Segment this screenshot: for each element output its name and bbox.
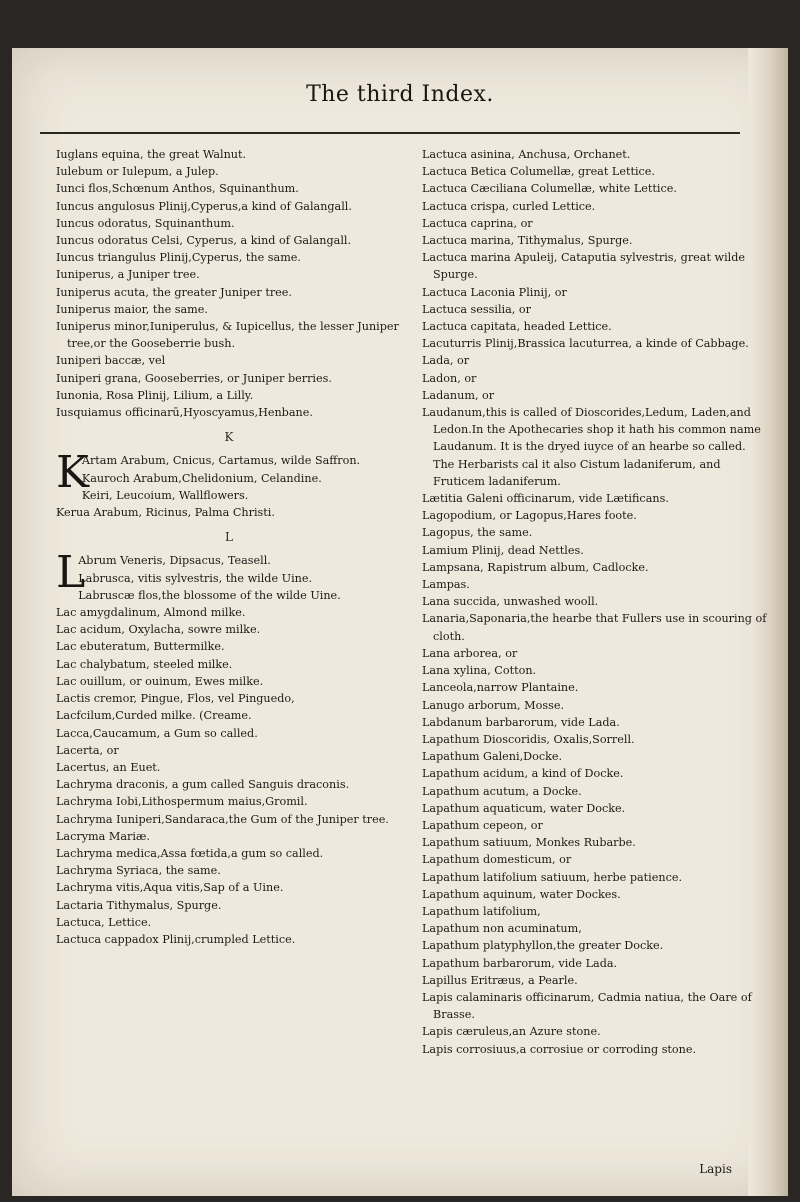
index-entry: Lagopodium, or Lagopus,Hares foote. (422, 509, 637, 523)
index-entry: Lac acidum, Oxylacha, sowre milke. (56, 623, 261, 637)
index-entry: Iuniperus minor,Iuniperulus, & Iupicellus, the lesser Juniper tree,or the Gooseberrie bush. (56, 320, 399, 351)
catchword: Lapis (699, 1162, 732, 1176)
index-entry: Lapis calaminaris officinarum, Cadmia natiua, the Oare of Brasse. (422, 990, 752, 1022)
index-entry: Iuncus odoratus, Squinanthum. (56, 216, 235, 230)
index-entry: Lactuca caprina, or (422, 216, 533, 230)
index-entry: Lapathum Dioscoridis, Oxalis,Sorrell. (422, 732, 635, 746)
left-column (56, 146, 402, 948)
section-k (56, 447, 402, 521)
index-entry: Lanaria,Saponaria,the hearbe that Fullers use in scouring of cloth. (422, 612, 767, 643)
index-entry: Lana arborea, or (422, 646, 518, 660)
section-letter-l: L (225, 530, 233, 545)
index-entry: Lapathum acidum, a kind of Docke. (422, 767, 624, 781)
section-letter-k: K (224, 430, 234, 445)
index-entry: Lapathum aquaticum, water Docke. (422, 801, 626, 815)
index-entry: Lampsana, Rapistrum album, Cadlocke. (422, 560, 649, 574)
index-entry: Lanceola,narrow Plantaine. (422, 681, 579, 695)
entries-l (56, 547, 402, 948)
index-entry: Labrusca, vitis sylvestris, the wilde Uine. (78, 571, 313, 585)
index-entry: Lactuca Laconia Plinij, or (422, 285, 567, 299)
index-entry: Lachryma vitis,Aqua vitis,Sap of a Uine. (56, 881, 284, 895)
index-entry: Lætitia Galeni officinarum, vide Lætificans. (422, 492, 669, 506)
page-title: The third Index. (306, 82, 494, 107)
index-entry: Iusquiamus officinarū,Hyoscyamus,Henbane. (56, 406, 313, 420)
dropcap-l: L (56, 547, 86, 599)
index-entry: Lac ouillum, or ouinum, Ewes milke. (56, 674, 264, 688)
index-entry: Lana xylina, Cotton. (422, 664, 537, 678)
index-entry: Iuniperi baccæ, vel (56, 354, 166, 368)
index-entry: Lanugo arborum, Mosse. (422, 698, 565, 712)
index-entry: Iuncus odoratus Celsi, Cyperus, a kind of Galangall. (56, 234, 352, 248)
index-entry: Lactuca crispa, curled Lettice. (422, 199, 596, 213)
index-entry: Lac chalybatum, steeled milke. (56, 657, 233, 671)
index-entry: Lactuca marina, Tithymalus, Spurge. (422, 234, 633, 248)
index-entry: Lactuca Betica Columellæ, great Lettice. (422, 165, 655, 179)
index-entry: Lachryma medica,Assa fœtida,a gum so called. (56, 846, 324, 860)
index-entry: Lactuca asinina, Anchusa, Orchanet. (422, 148, 631, 161)
index-entry: Lapathum platyphyllon,the greater Docke. (422, 939, 664, 953)
index-entry: Lachryma draconis, a gum called Sanguis draconis. (56, 778, 350, 792)
index-entry: Lactaria Tithymalus, Spurge. (56, 898, 222, 912)
index-entry: Lacerta, or (56, 743, 119, 757)
index-entry: Iunonia, Rosa Plinij, Lilium, a Lilly. (56, 388, 254, 402)
dropcap-k: K (56, 447, 89, 499)
index-entry: Iulebum or Iulepum, a Julep. (56, 165, 219, 179)
index-entry: Lacuturris Plinij,Brassica lacuturrea, a kinde of Cabbage. (422, 337, 749, 351)
entries-lactuca-lapis (422, 146, 768, 1058)
index-entry: Lachryma Iobi,Lithospermum maius,Gromil. (56, 795, 308, 809)
index-entry: Kauroch Arabum,Chelidonium, Celandine. (81, 471, 322, 485)
index-entry: Lactuca capitata, headed Lettice. (422, 320, 612, 334)
index-entry: Labruscæ flos,the blossome of the wilde Uine. (78, 588, 341, 602)
index-entry: Lactuca sessilia, or (422, 302, 532, 316)
index-entry: Lacfcilum,Curded milke. (Creame. (56, 709, 252, 723)
right-column (422, 146, 768, 1058)
index-entry: Lapathum satiuum, Monkes Rubarbe. (422, 836, 636, 850)
index-entry: Lactuca marina Apuleij, Cataputia sylvestris, great wilde Spurge. (422, 251, 746, 282)
index-entry: Kerua Arabum, Ricinus, Palma Christi. (56, 506, 275, 520)
index-entry: Lacryma Mariæ. (56, 829, 150, 843)
index-entry: Laudanum,this is called of Dioscorides,Ledum, Laden,and Ledon.In the Apothecaries shop it hath his common name Laudanum. It is the dryed iuyce of an hearbe so called. The Herbarists cal it also Cistum ladaniferum, and Fruticem ladaniferum. (422, 406, 761, 488)
index-entry: Lapathum barbarorum, vide Lada. (422, 956, 618, 970)
index-entry: Ladon, or (422, 371, 477, 385)
index-entry: Iunci flos,Schœnum Anthos, Squinanthum. (56, 182, 299, 196)
index-entry: Lampas. (422, 578, 470, 592)
index-entry: Lac amygdalinum, Almond milke. (56, 606, 246, 620)
index-entry: Lapathum cepeon, or (422, 818, 543, 832)
index-entry: Lapillus Eritræus, a Pearle. (422, 973, 578, 987)
index-entry: Lapis cæruleus,an Azure stone. (422, 1025, 601, 1039)
index-entry: Lactuca cappadox Plinij,crumpled Lettice. (56, 932, 296, 946)
index-entry: Iuncus triangulus Plinij,Cyperus, the same. (56, 251, 301, 265)
index-entry: Lapathum latifolium satiuum, herbe patience. (422, 870, 683, 884)
index-entry: Lacertus, an Euet. (56, 760, 161, 774)
index-entry: Lada, or (422, 354, 470, 368)
index-entry: Lapathum latifolium, (422, 904, 541, 918)
index-entry: Artam Arabum, Cnicus, Cartamus, wilde Saffron. (81, 454, 361, 468)
index-entry: Iuglans equina, the great Walnut. (56, 148, 247, 161)
index-entry: Lana succida, unwashed wooll. (422, 595, 599, 609)
index-entry: Lapathum non acuminatum, (422, 922, 582, 936)
index-entry: Iuniperus, a Juniper tree. (56, 268, 200, 282)
index-entry: Lapathum aquinum, water Dockes. (422, 887, 621, 901)
book-page (12, 48, 788, 1196)
index-entry: Abrum Veneris, Dipsacus, Teasell. (78, 554, 271, 568)
index-entry: Lactuca, Lettice. (56, 915, 152, 929)
index-entry: Lachryma Iuniperi,Sandaraca,the Gum of the Juniper tree. (56, 812, 389, 826)
index-entry: Lamium Plinij, dead Nettles. (422, 543, 584, 557)
index-entry: Iuniperus acuta, the greater Juniper tree. (56, 285, 292, 299)
index-entry: Ladanum, or (422, 388, 495, 402)
section-l (56, 547, 402, 948)
index-entry: Labdanum barbarorum, vide Lada. (422, 715, 620, 729)
index-entry: Lacca,Caucamum, a Gum so called. (56, 726, 258, 740)
index-entry: Lactis cremor, Pingue, Flos, vel Pinguedo, (56, 692, 295, 706)
index-entry: Lapathum acutum, a Docke. (422, 784, 582, 798)
header-rule (40, 132, 740, 134)
index-entry: Lactuca Cæciliana Columellæ, white Lettice. (422, 182, 677, 196)
index-entry: Lapathum domesticum, or (422, 853, 572, 867)
index-entry: Lapathum Galeni,Docke. (422, 750, 563, 764)
index-entry: Keiri, Leucoium, Wallflowers. (81, 488, 249, 502)
index-entry: Lachryma Syriaca, the same. (56, 864, 221, 878)
index-entry: Lac ebuteratum, Buttermilke. (56, 640, 225, 654)
index-entry: Iuniperi grana, Gooseberries, or Juniper berries. (56, 371, 332, 385)
index-entry: Iuncus angulosus Plinij,Cyperus,a kind of Galangall. (56, 199, 352, 213)
entries-before-k (56, 146, 402, 421)
index-entry: Lapis corrosiuus,a corrosiue or corroding stone. (422, 1042, 697, 1056)
index-entry: Lagopus, the same. (422, 526, 533, 540)
entries-k (56, 447, 402, 521)
index-entry: Iuniperus maior, the same. (56, 302, 208, 316)
